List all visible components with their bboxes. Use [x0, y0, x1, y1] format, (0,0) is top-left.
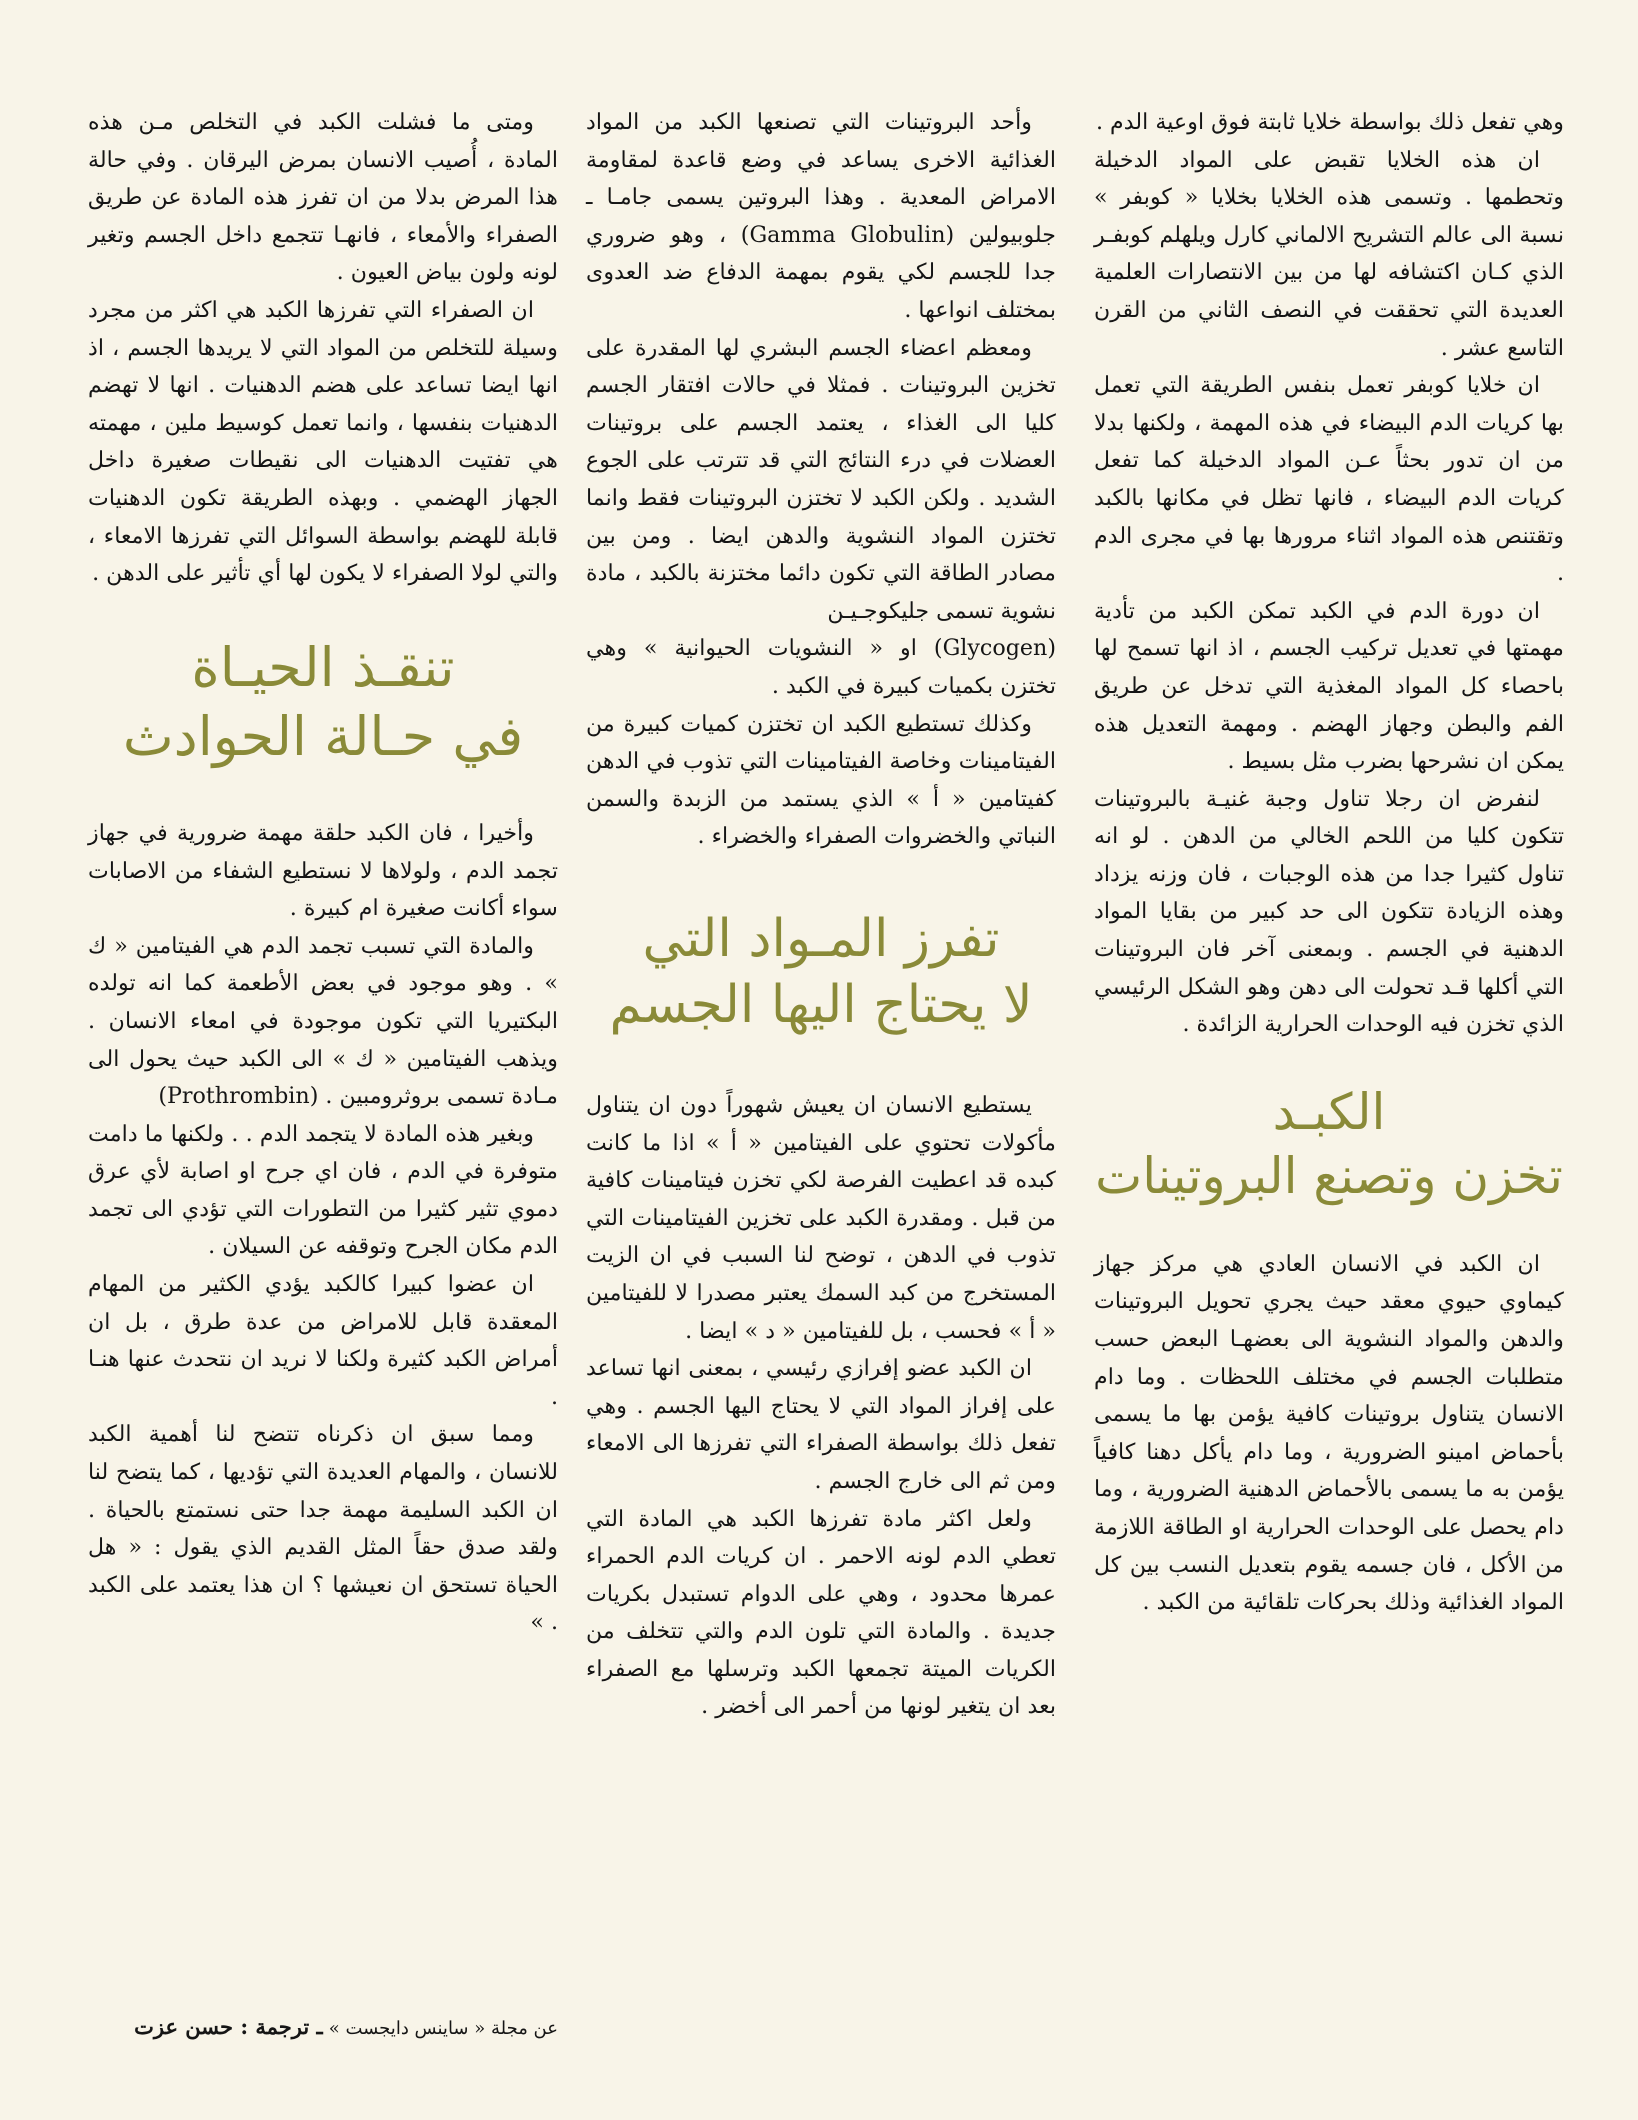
paragraph [586, 630, 1056, 705]
headline-line: لا يحتاج اليها الجسم [609, 975, 1033, 1036]
headline-liver-proteins [1094, 1080, 1564, 1208]
paragraph: ان هذه الخلايا تقبض على المواد الدخيلة وتحطمها . وتسمى هذه الخلايا بخلايا « كوبفر » نسبة الى عالم التشريح الالماني كارل ويلهلم كوبفـر الذي كـان اكتشافه لها من بين الانتصارات العلمية العديدة التي تحققت في النصف الثاني من القرن التاسع عشر . [1094, 146, 1564, 361]
headline-line: تنقـذ الحيـاة [191, 635, 455, 699]
paragraph: وكذلك تستطيع الكبد ان تختزن كميات كبيرة من الفيتامينات وخاصة الفيتامينات التي تذوب في الدهن كفيتامين « أ » الذي يستمد من الزبدة والسمن النباتي والخضروات الصفراء والخضراء . [586, 710, 1056, 850]
latin-term: (Gamma Globulin) [740, 221, 955, 248]
paragraph: وأخيرا ، فان الكبد حلقة مهمة ضرورية في جهاز تجمد الدم ، ولولاها لا نستطيع الشفاء من الاصابات سواء أكانت صغيرة ام كبيرة . [88, 819, 558, 922]
headline-line: تفرز المـواد التي [642, 908, 1000, 969]
paragraph: ان الصفراء التي تفرزها الكبد هي اكثر من مجرد وسيلة للتخلص من المواد التي لا يريدها الجسم ، اذ انها ايضا تساعد على هضم الدهنيات . انها لا تهضم الدهنيات بنفسها ، وانما تعمل كوسيط ملين ، مهمته هي تفتيت الدهنيات الى نقيطات صغيرة داخل الجهاز الهضمي . وبهذه الطريقة تكون الدهنيات قابلة للهضم بواسطة السوائل التي تفرزها الامعاء ، والتي لولا الصفراء لا يكون لها أي تأثير على الدهن . [88, 296, 558, 587]
headline-line: الكبـد [1272, 1082, 1386, 1141]
paragraph-text: والمادة التي تسبب تجمد الدم هي الفيتامين « ك » . وهو موجود في بعض الأطعمة كما انه تولده البكتيريا التي تكون موجودة في امعاء الانسان . ويذهب الفيتامين « ك » الى الكبد حيث يحول الى مـادة تسمى بروثرومبين [88, 932, 558, 1110]
paragraph: ان عضوا كبيرا كالكبد يؤدي الكثير من المهام المعقدة قابل للامراض من عدة طرق ، بل ان أمراض الكبد كثيرة ولكنا لا نريد ان نتحدث عنها هنـا . [88, 1271, 558, 1410]
source-credit: عن مجلة « ساينس دايجست » [328, 2018, 558, 2039]
paragraph: ان الكبد في الانسان العادي هي مركز جهاز كيماوي حيوي معقد حيث يجري تحويل البروتينات والدهن والمواد النشوية الى بعضهـا البعض حسب متطلبات الجسم في مختلف اللحظات . وما دام الانسان يتناول بروتينات كافية يؤمن بها ما يسمى بأحماض امينو الضرورية ، وما دام يأكل دهنا كافياً يؤمن به ما يسمى بالأحماض الدهنية الضرورية ، وما دام يحصل على الوحدات الحرارية او الطاقة اللازمة من الأكل ، فان جسمه يقوم بتعديل النسب بين كل المواد الغذائية وذلك بحركات تلقائية من الكبد . [1094, 1250, 1564, 1616]
right-column [1094, 104, 1564, 1622]
article-credits [88, 2012, 558, 2044]
headline-line: تخزن وتصنع البروتينات [1095, 1146, 1563, 1205]
latin-term: (Prothrombin) . [158, 1083, 333, 1110]
paragraph: ومعظم اعضاء الجسم البشري لها المقدرة على تخزين البروتينات . فمثلا في حالات افتقار الجسم كليا الى الغذاء ، يعتمد الجسم على بروتينات العضلات في درء النتائج التي قد تترتب على الجوع الشديد . ولكن الكبد لا تختزن البروتينات فقط وانما تختزن المواد النشوية والدهن ايضا . ومن بين مصادر الطاقة التي تكون دائما مختزنة بالكبد ، مادة نشوية تسمى جليكوجـيـن [586, 334, 1056, 624]
latin-term: (Glycogen) [933, 635, 1056, 662]
paragraph: ان الكبد عضو إفرازي رئيسي ، بمعنى انها تساعد على إفراز المواد التي لا يحتاج اليها الجسم . وهي تفعل ذلك بواسطة الصفراء التي تفرزها الى الامعاء ومن ثم الى خارج الجسم . [586, 1355, 1056, 1494]
paragraph-text: او « النشويات الحيوانية » وهي تختزن بكميات كبيرة في الكبد . [586, 635, 1056, 699]
left-column [88, 104, 558, 1642]
translator-credit: ـ ترجمة : حسن عزت [134, 2014, 323, 2039]
headline-excretion [586, 906, 1056, 1039]
paragraph [88, 928, 558, 1116]
paragraph [586, 104, 1056, 330]
paragraph: ومتى ما فشلت الكبد في التخلص مـن هذه المادة ، أُصيب الانسان بمرض اليرقان . وفي حالة هذا المرض بدلا من ان تفرز هذه المادة عن طريق الصفراء والأمعاء ، فانهـا تتجمع داخل الجسم وتغير لونه ولون بياض العيون . [88, 109, 558, 286]
paragraph: ومما سبق ان ذكرناه تتضح لنا أهمية الكبد للانسان ، والمهام العديدة التي تؤديها ، كما يتضح لنا ان الكبد السليمة مهمة جدا حتى نستمتع بالحياة . ولقد صدق حقاً المثل القديم الذي يقول : « هل الحياة تستحق ان نعيشها ؟ ان هذا يعتمد على الكبد . » [88, 1421, 558, 1636]
headline-line: في حـالة الحوادث [122, 704, 524, 768]
paragraph: يستطيع الانسان ان يعيش شهوراً دون ان يتناول مأكولات تحتوي على الفيتامين « أ » اذا ما كانت كبده قد اعطيت الفرصة لكي تخزن فيتامينات كافية من قبل . ومقدرة الكبد على تخزين الفيتامينات التي تذوب في الدهن ، توضح لنا السبب في ان الزيت المستخرج من كبد السمك يعتبر مصدرا لا للفيتامين « أ » فحسب ، بل للفيتامين « د » ايضا . [586, 1091, 1056, 1344]
paragraph: ولعل اكثر مادة تفرزها الكبد هي المادة التي تعطي الدم لونه الاحمر . ان كريات الدم الحمراء عمرها محدود ، وهي على الدوام تستبدل بكريات جديدة . والمادة التي تلون الدم والتي تتخلف من الكريات الميتة تجمعها الكبد وترسلها مع الصفراء بعد ان يتغير لونها من أحمر الى أخضر . [586, 1505, 1056, 1720]
paragraph-text: ، وهو ضروري جدا للجسم لكي يقوم بمهمة الدفاع ضد العدوى بمختلف انواعها . [586, 221, 1056, 323]
paragraph: ان خلايا كوبفر تعمل بنفس الطريقة التي تعمل بها كريات الدم البيضاء في هذه المهمة ، ولكنها بدلا من ان تدور بحثاً عـن المواد الدخيلة كما تفعل كريات الدم البيضاء ، فانها تظل في مكانها بالكبد وتقتنص هذه المواد اثناء مرورها بها في مجرى الدم . [1094, 372, 1564, 587]
paragraph: ان دورة الدم في الكبد تمكن الكبد من تأدية مهمتها في تعديل تركيب الجسم ، اذ انها تسمح لها باحصاء كل المواد المغذية التي تدخل عن طريق الفم والبطن وجهاز الهضم . ومهمة التعديل هذه يمكن ان نشرحها بضرب مثل بسيط . [1094, 597, 1564, 775]
paragraph-text: وأحد البروتينات التي تصنعها الكبد من المواد الغذائية الاخرى يساعد في وضع قاعدة لمقاومة الامراض المعدية . وهذا البروتين يسمى جامـا ـ جلوبيولين [586, 109, 1056, 248]
paragraph: لنفرض ان رجلا تناول وجبة غنيـة بالبروتينات تتكون كليا من اللحم الخالي من الدهن . لو انه تناول كثيرا جدا من هذه الوجبات ، فان وزنه يزداد وهذه الزيادة تتكون الى حد كبير من بقايا المواد الدهنية في الجسم . وبمعنى آخر فان البروتينات التي أكلها قـد تحولت الى دهن وهو الشكل الرئيسي الذي تخزن فيه الوحدات الحرارية الزائدة . [1094, 785, 1564, 1038]
paragraph: وهي تفعل ذلك بواسطة خلايا ثابتة فوق اوعية الدم . [1095, 109, 1564, 135]
paragraph: وبغير هذه المادة لا يتجمد الدم . . ولكنها ما دامت متوفرة في الدم ، فان اي جرح او اصابة لأي عرق دموي تثير كثيرا من التطورات التي تؤدي الى تجمد الدم مكان الجرح وتوقفه عن السيلان . [88, 1120, 558, 1260]
headline-saves-life [88, 633, 558, 771]
middle-column [586, 104, 1056, 1726]
